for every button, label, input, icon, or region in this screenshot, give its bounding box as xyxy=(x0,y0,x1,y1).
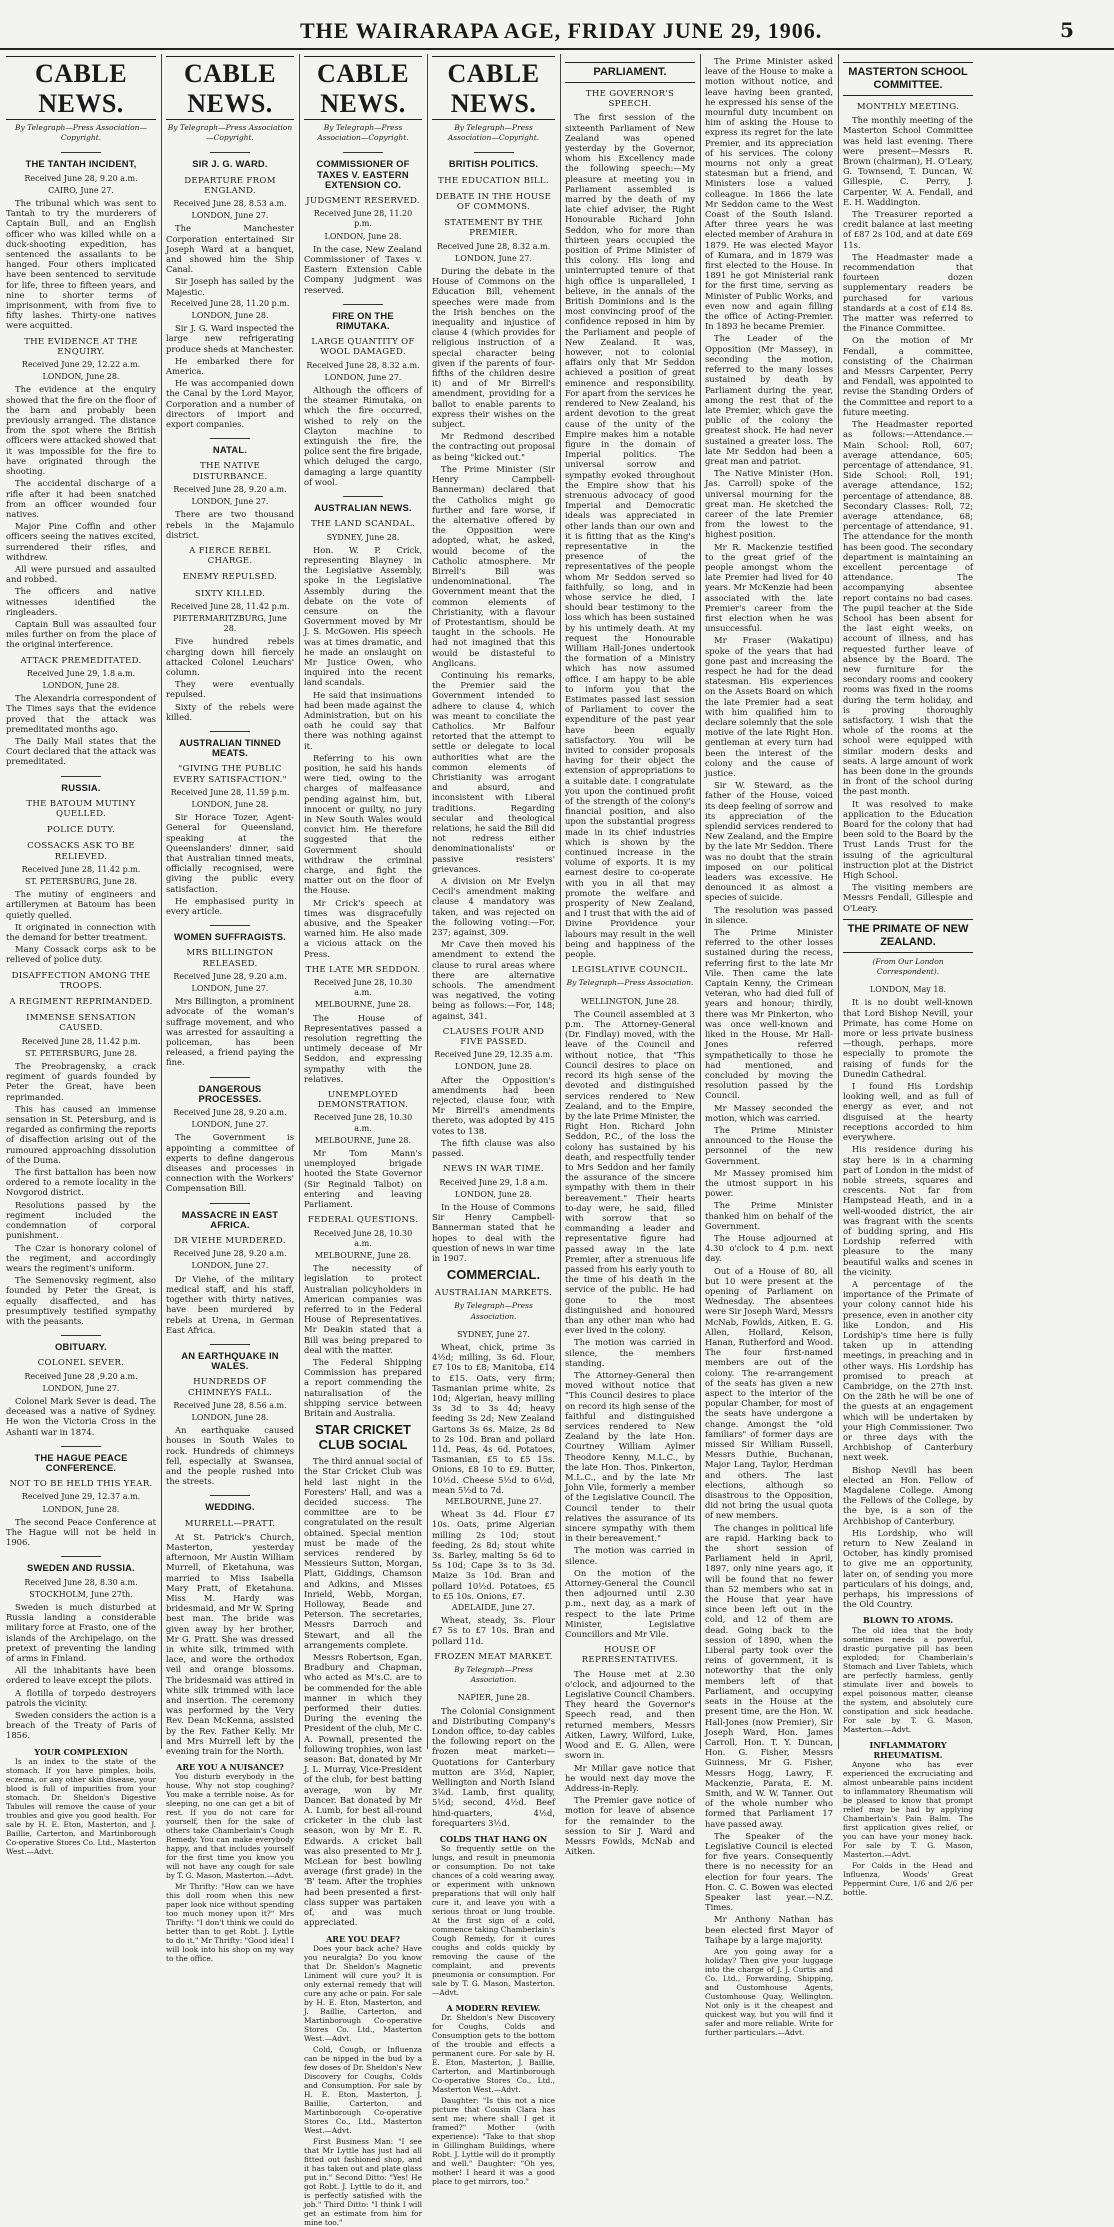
column-divider xyxy=(700,54,701,1749)
subheading: A FIERCE REBEL CHARGE. xyxy=(189,545,271,567)
advert-heading: INFLAMMATORY RHEUMATISM. xyxy=(869,1739,947,1760)
dateline: ST. PETERSBURG, June 28. xyxy=(25,1048,137,1058)
article-text: The motion was carried in silence. xyxy=(565,1545,695,1566)
credit-line: By Telegraph—Press Association—Copyright. xyxy=(167,123,293,143)
dateline: LONDON, June 28. xyxy=(455,1189,532,1199)
subheading: IMMENSE SENSATION CAUSED. xyxy=(26,1013,136,1034)
advert-text: The old idea that the body sometimes needs a powerful, drastic purgative pill has been exploded; for Chamberlain's Stomach and Liver Tablets, which are perfectly harmless, gently stimulate liver and bowels to expel poisonous matter, cleanse the system, and absolutely cure constipation and sick headache. For sale by T. G. Mason, Masterton.—Advt. xyxy=(843,1625,973,1734)
subheading: UNEMPLOYED DEMONSTRATION. xyxy=(317,1090,409,1111)
subheading: MONTHLY MEETING. xyxy=(856,102,960,112)
advert-heading: A MODERN REVIEW. xyxy=(446,2003,541,2014)
advert-text: Dr. Sheldon's New Discovery for Coughs, Colds and Consumption gets to the bottom of the trouble and effects a permanent cure. For sale by H. E. Eton, Masterton, J. Baillie, Carterton, and Martinborough Co-operative Stores Co., Ltd., Masterton West.—Advt. xyxy=(432,2013,555,2095)
dateline: CAIRO, June 27. xyxy=(48,185,114,195)
article-text: Dr Viehe, of the military medical staff, and his staff, together with thirty natives, have been murdered by rebels at Urena, in German East Africa. xyxy=(166,1273,294,1335)
article-heading: MASSACRE IN EAST AFRICA. xyxy=(166,1203,294,1230)
article-text: His Lordship, who will return to New Zealand in October, has kindly promised to give me an opportunity, later on, of sending you more particulars of his doings, and, perhaps, his impressions of the Old Country. xyxy=(843,1527,973,1610)
article-heading: WOMEN SUFFRAGISTS. xyxy=(166,925,294,942)
article-heading: SWEDEN AND RUSSIA. xyxy=(6,1556,156,1573)
advert-text: Cold, Cough, or Influenza can be nipped in the bud by a few doses of Dr. Sheldon's New Discovery for Coughs, Colds and Consumption. For sale by H. E. Eton, Masterton, J. Baillie, Carterton, and Martinborough Co-operative Stores Co., Ltd., Masterton West.—Advt. xyxy=(304,2044,422,2135)
advert-text: Mr Thrifty: "How can we have this doll room when this new paper look nice without spending too much money upon it?" Mrs Thrifty: "I don't think we could do better than to get Robt. J. Lyttle to do it." Mr Thrifty: "Good idea! I will look into his shop on my way to the office. xyxy=(166,1882,294,1964)
article-text: In the House of Commons Sir Henry Campbell-Bannerman stated that he hopes to deal with the question of news in war time in 1907. xyxy=(432,1201,555,1263)
article-text: It originated in connection with the demand for better treatment. xyxy=(6,921,156,943)
article-heading: THE PRIMATE OF NEW ZEALAND. xyxy=(843,919,973,953)
article-text: Wheat, chick, prime 3s 4½d; milling, 3s 6d. Flour, £7 10s to £8; Manitoba, £14 to £15. Oats, very firm; Tasmanian prime white, 2s 10d; Algerian, heavy milling 3s 3d to 3s 4d; heavy feeding 3s 2d; New Zealand Gartons 3s 6s. Maize, 2s 8d to 2s 10d. Bran and pollard 11d. Peas, 4s 6d. Potatoes, Tasmanian, £5 to £5 15s. Onions, £8 10 to £9. Butter, 10½d. Cheese 5½d to 6½d, mean 5½d to 7d. xyxy=(432,1341,555,1495)
article-text: The changes in political life are rapid. Harking back to the short session of Parliament held in April, 1897, only nine years ago, it will be found that no fewer than 52 members who sat in the House that year have since been left out in the cold, and 12 of them are dead. Going back to the session of 1890, when the Liberal party took over the reins of government, it is noteworthy that the only members left of that Parliament, and occupying seats in the House at the present time, are the Hon. W. Hall-Jones (now Premier), Sir Joseph Ward, Hon. James Carroll, Hon. T. Y. Duncan, Hon. G. Fisher, Messrs Guinness, Mr G. Fisher, Messrs Hogg, Lawry, F. Mackenzie, Parata, E. M. Smith, and W. W. Tanner. Out of the whole number who formed that Parliament 17 have passed away. xyxy=(705,1522,833,1829)
article-text: It is no doubt well-known that Lord Bishop Nevill, your Primate, has come Home on more or less private business—though, perhaps, more especially to promote the raising of funds for the Dunedin Cathedral. xyxy=(843,997,973,1079)
article-heading: AUSTRALIAN NEWS. xyxy=(304,496,422,513)
advert-heading: COLDS THAT HANG ON xyxy=(439,1834,548,1845)
dateline: LONDON, June 28. xyxy=(42,1504,120,1514)
dateline: Received June 28 ,9.20 a.m. xyxy=(24,1371,138,1381)
article-text: The first battalion has been now ordered to a remote locality in the Novgorod district. xyxy=(6,1167,156,1198)
article-heading: OBITUARY. xyxy=(6,1335,156,1352)
dateline: LONDON, June 28. xyxy=(191,799,269,809)
advert-text: Anyone who has ever experienced the excruciating and almost unbearable pains incident to inflammatory Rheumatism will be pleased to know that prompt relief may be had by applying Chamberlain's Pain Balm. The first application gives relief, or you can have your money back. For sale by T. G. Mason, Masterton.—Advt. xyxy=(843,1760,973,1860)
article-heading: COMMERCIAL. xyxy=(446,1267,541,1283)
dateline: Received June 28, 9.20 a.m. xyxy=(24,173,138,183)
article-text: There are two thousand rebels in the Majamulo district. xyxy=(166,509,294,540)
article-text: He embarked there for America. xyxy=(166,355,294,377)
article-text: The visiting members are Messrs Fendall, Gillespie and O'Leary. xyxy=(843,882,973,913)
dateline: LONDON, June 27. xyxy=(191,497,269,507)
advert-text: Daughter: "Is this not a nice picture that Cousin Clara has sent me; where shall I get it framed?" Mother (with experience): "Take to that shop in Gillingham Buildings, where Robt. J. Lyttle will do it promptly and well." Daughter: "Oh yes, mother! I heard it was a good place to get mirrors, too." xyxy=(432,2096,555,2187)
dateline: LONDON, June 27. xyxy=(324,372,402,382)
subheading: THE EVIDENCE AT THE ENQUIRY. xyxy=(24,336,138,357)
dateline: Received June 28, 8.32 a.m. xyxy=(306,360,420,370)
article-heading: AN EARTHQUAKE IN WALES. xyxy=(166,1344,294,1371)
subheading: COLONEL SEVER. xyxy=(37,1358,125,1369)
article-text: Although the officers of the steamer Rimutaka, on which the fire occurred, wished to rely on the Clayton machine to extinguish the fire, the police sent the fire brigade, which deluged the cargo, damaging a large quantity of wool. xyxy=(304,385,422,487)
subheading: STATEMENT BY THE PREMIER. xyxy=(444,218,543,239)
article-heading: COMMISSIONER OF TAXES V. EASTERN EXTENSION CO. xyxy=(304,152,422,190)
article-text: The Speaker of the Legislative Council is elected for five years. Consequently there is no necessity for an election for four years. The Hon. C. C. Bowen was elected Speaker last year.—N.Z. Times. xyxy=(705,1830,833,1913)
subheading: HOUSE OF REPRESENTATIVES. xyxy=(581,1645,679,1666)
dateline: Received June 28, 8.56 a.m. xyxy=(173,1400,287,1410)
section-header: CABLE NEWS. xyxy=(304,56,422,120)
article-text: He was accompanied down the Canal by the Lord Mayor, Corporation and a number of directors of import and export companies. xyxy=(166,378,294,430)
subheading: COSSACKS ASK TO BE RELIEVED. xyxy=(27,841,135,862)
subheading: DISAFFECTION AMONG THE TROOPS. xyxy=(11,970,151,991)
subheading: THE LAND SCANDAL. xyxy=(310,519,416,530)
article-text: Mr Massey seconded the motion, which was carried. xyxy=(705,1102,833,1123)
section-header: PARLIAMENT. xyxy=(565,62,695,83)
article-text: The House met at 2.30 o'clock, and adjourned to the Legislative Council Chambers. They heard the Governor's Speech read, and then returned members, Messrs Aitken, Lawry, Wilford, Luke, Wood and E. G. Allen, were sworn in. xyxy=(565,1668,695,1761)
dateline: Received June 28, 11.20 p.m. xyxy=(313,209,413,229)
dateline: LONDON, June 28. xyxy=(42,680,120,690)
article-text: The Preobragensky, a crack regiment of guards founded by Peter the Great, have been reprimanded. xyxy=(6,1061,156,1102)
subheading: POLICE DUTY. xyxy=(46,825,116,836)
dateline: Received June 28, 9.20 a.m. xyxy=(173,1249,287,1259)
dateline: PIETERMARITZBURG, June 28. xyxy=(173,613,287,634)
article-text: The mutiny of engineers and artillerymen at Batoum has been quietly quelled. xyxy=(6,889,156,920)
article-text: The Premier gave notice of motion for leave of absence for the remainder to the session to Sir J. Ward and Messrs Fowlds, McNab and Aitken. xyxy=(565,1795,695,1857)
article-text: Captain Bull was assaulted four miles further on from the place of the original interference. xyxy=(6,618,156,650)
column-divider xyxy=(838,54,839,1749)
subheading: DEBATE IN THE HOUSE OF COMMONS. xyxy=(435,191,552,213)
article-text: This has caused an immense sensation in St. Petersburg, and is regarded as confirming the reports of disaffection arising out of the rumoured approaching dissolution of the Duma. xyxy=(6,1103,156,1165)
advert-heading: ARE YOU DEAF? xyxy=(326,1933,400,1944)
article-text: A percentage of the importance of the Primate of your colony cannot hide his presence, even in another city like London, and His Lordship's time here is fully taken up in attending meetings, in preaching and in other ways. His Lordship has promised to preach at Cambridge, on the 27th inst. On the 28th he will be one of the guests at an engagement which will be undertaken by your High Commissioner. Two or three days with the Archbishop of Canterbury next week. xyxy=(843,1278,973,1463)
article-text: The Prime Minister thanked him on behalf of the Government. xyxy=(705,1200,833,1231)
article-text: The Government is appointing a committee of experts to define dangerous diseases and processes in connection with the Workers' Compensation Bill. xyxy=(166,1132,294,1194)
article-heading: DANGEROUS PROCESSES. xyxy=(166,1077,294,1104)
subheading: NEWS IN WAR TIME. xyxy=(443,1164,544,1175)
credit-line: By Telegraph—Press Association—Copyright. xyxy=(447,123,540,143)
advert-text: You disturb everybody in the house. Why not stop coughing? You make a terrible noise. As for sleeping, no one can get a bit of rest. If you do not care for yourself, then for the sake of others take Chamberlain's Cough Remedy. You can make everybody happy, and that includes yourself for the first time you know you will not have any cough for sale by T. G. Mason, Masterton.—Advt. xyxy=(166,1772,294,1881)
article-heading: THE TANTAH INCIDENT, xyxy=(6,152,156,169)
dateline: LONDON, June 28. xyxy=(455,1062,532,1072)
article-text: The tribunal which was sent to Tantah to try the murderers of Captain Bull, and an English officer who was killed while on a duck-shooting expedition, has sentenced the assailants to be hanged. Four others implicated have been sentenced to servitude for life, three to fifteen years, and nine to shorter terms of imprisonment, with from five to fifty lashes. Thirty-one natives were acquitted. xyxy=(6,198,156,331)
article-text: The Council assembled at 3 p.m. The Attorney-General (Dr. Findlay) moved, with the leave of the Council and without notice, that "This Council desires to place on record its high sense of the devoted and distinguished services rendered to New Zealand, and to the Empire, by the late Prime Minister, the Right Hon. Richard John Seddon, P.C., of the loss the colony has sustained by his death, and respectfully tender to Mrs Seddon and her family the assurance of the sincere sympathy with them in their bereavement." Their hearts to-day were, he said, filled with sorrow that so commanding a leader and representative figure had passed away in the late Premier, after a strenuous life passed from his early youth to the time of his death in the service of the public. He had gone to the most distinguished and honoured than any other man who had ever lived in the colony. xyxy=(565,1008,695,1336)
article-text: A division on Mr Evelyn Cecil's amendment making clause 4 mandatory was taken, and was rejected on the following voting:—For, 237; against, 309. xyxy=(432,876,555,938)
article-text: The motion was carried in silence, the members standing. xyxy=(565,1337,695,1368)
subheading: LEGISLATIVE COUNCIL. xyxy=(571,965,689,976)
dateline: MELBOURNE, June 28. xyxy=(314,1250,412,1260)
article-heading: MASTERTON SCHOOL COMMITTEE. xyxy=(843,62,973,96)
article-text: The necessity of legislation to protect Australian policyholders in American companies was referred to in the Federal House of Representatives. Mr Deakin stated that a Bill was being prepared to deal with the matter. xyxy=(304,1263,422,1355)
dateline: Received June 29, 1.8 a.m. xyxy=(439,1177,548,1187)
subheading: "GIVING THE PUBLIC EVERY SATISFACTION." xyxy=(173,764,287,785)
dateline: Received June 28, 11.42 p.m. xyxy=(170,601,290,611)
article-text: An earthquake caused houses in South Wales to rock. Hundreds of chimneys fell, especially at Swansea, and the people rushed into the streets. xyxy=(166,1425,294,1487)
article-text: Mr Cave then moved his amendment to extend the clause to rural areas where there are alternative schools. The amendment was negatived, the voting being as follows:—For, 148; against, 341. xyxy=(432,939,555,1021)
column-4 xyxy=(432,56,555,2187)
dateline: Received June 28, 11.59 p.m. xyxy=(170,787,290,797)
dateline: LONDON, June 28. xyxy=(42,372,120,382)
dateline: LONDON, June 27. xyxy=(455,253,532,263)
subheading: THE BATOUM MUTINY QUELLED. xyxy=(26,798,136,819)
article-text: The Leader of the Opposition (Mr Massey), in seconding the motion, referred to the many losses sustained by death by Parliament during the year, among the rest that of the late Premier, which gave the public of the colony the greatest shock. He had never sustained a greater loss. The late Mr Seddon had been a great man and patriot. xyxy=(705,333,833,466)
article-text: Mr Crick's speech at times was disgracefully abusive, and the Speaker warned him. He also made a vicious attack on the Press. xyxy=(304,897,422,959)
article-text: Five hundred rebels charging down hill fiercely attacked Colonel Leuchars' column. xyxy=(166,636,294,677)
dateline: Received June 29, 12.37 a.m. xyxy=(21,1492,141,1502)
article-text: The Headmaster made a recommendation that fourteen dozen supplementary readers be purchased for various standards at a cost of £14 8s. The matter was referred to the Finance Committee. xyxy=(843,251,973,334)
dateline: Received June 28, 11.42 p.m. xyxy=(21,1036,141,1046)
advert-text: Does your back ache? Have you neuralgia? Do you know that Dr. Sheldon's Magnetic Liniment will cure you? It is only external remedy that will cure any ache or pain. For sale by H. E. Eton, Masterton, and J. Baillie, Carterton, and Martinborough Co-operative Stores Co. Ltd., Masterton West.—Advt. xyxy=(304,1943,422,2043)
article-text: The Native Minister (Hon. Jas. Carroll) spoke of the universal mourning for the great man. He sketched the career of the late Premier from the lowest to the highest position. xyxy=(705,468,833,540)
dateline: SYDNEY, June 28. xyxy=(326,532,400,542)
dateline: Received June 28, 8.30 a.m. xyxy=(24,1577,138,1587)
article-text: He emphasised purity in every article. xyxy=(166,895,294,916)
article-text: Hon. W. P. Crick, representing Blayney in the Legislative Assembly, spoke in the Legislative Assembly during the debate on the vote of censure on the Government moved by Mr J. S. McGowen. His speech was at times dramatic, and he made an onslaught on Mr Justice Owen, who inquired into the recent land scandals. xyxy=(304,544,422,688)
credit-line: By Telegraph—Press Association—Copyright. xyxy=(15,123,147,143)
article-text: Sixty of the rebels were killed. xyxy=(166,701,294,722)
column-1 xyxy=(6,56,157,1856)
subheading: THE EDUCATION BILL. xyxy=(438,175,549,186)
column-2 xyxy=(166,56,294,1964)
article-heading: STAR CRICKET CLUB SOCIAL xyxy=(315,1422,411,1453)
article-text: I found His Lordship looking well, and as full of energy as ever, and not disguised at the hearty receptions accorded to him everywhere. xyxy=(843,1081,973,1143)
article-text: Sir Horace Tozer, Agent-General for Queensland, speaking at the Queenslanders' dinner, said that Australian tinned meats, officially recognised, were giving the public every satisfaction. xyxy=(166,812,294,894)
article-text: Mr Anthony Nathan has been elected first Mayor of Taihape by a large majority. xyxy=(705,1914,833,1945)
article-text: Referring to his own position, he said his hands were tied, owing to the charges of malfeasance pending against him, but, innocent or guilty, no jury in New South Wales would convict him. He therefore suggested that the Government should withdraw the criminal charge, and fight the matter out on the floor of the House. xyxy=(304,752,422,896)
article-text: Out of a House of 80, all but 10 were present at the opening of Parliament on Wednesday. The absentees were Sir Joseph Ward, Messrs McNab, Fowlds, Aitken, E. G. Allen, Hollard, Kelson, Hanan, Rutherford and Wood. The four first-named members are out of the colony. The re-arrangement of the seats has given a new aspect to the interior of the popular Chamber, for most of the seats have undergone a change. Amongst the "old familiars" of former days are missed Sir William Russell, Messrs Duthie, Buchanan, Major Lang, Taylor, Herdman and others. The last elections, although so disastrous to the Opposition, did not bring the usual quota of new members. xyxy=(705,1265,833,1521)
article-text: Mrs Billington, a prominent advocate of the woman's suffrage movement, and who was arrested for assaulting a policeman, has been released, a friend paying the fine. xyxy=(166,996,294,1068)
dateline: Received June 29, 12.22 a.m. xyxy=(21,360,141,370)
dateline: LONDON, June 27. xyxy=(42,1383,120,1393)
article-heading: THE HAGUE PEACE CONFERENCE. xyxy=(6,1446,156,1473)
subheading: A REGIMENT REPRIMANDED. xyxy=(9,997,153,1008)
article-text: Mr Fraser (Wakatipu) spoke of the years that had gone past and increasing the respect he had for the dead statesman. His experiences on the Assets Board on which the late Premier had a seat with him qualified him to declare solemnly that the sole motive of the late Right Hon. gentleman at every turn had been the interest of the colony and the cause of justice. xyxy=(705,635,833,779)
article-text: The Prime Minister asked leave of the House to make a motion without notice, and leave having been granted, he expressed his sense of the mournful duty incumbent on him of asking the House to express its regret for the late Premier, and its appreciation of his services. The colony mourns not only a great statesman but a friend, and Ministers lose a valued colleague. In 1866 the late Mr Seddon came to the West Coast of the South Island. After three years he was elected member of Arahura in 1879. He was elected Mayor of Kumara, and in 1879 was first elected to the House. In 1891 he got Ministerial rank for the first time, serving as Minister of Public Works, and even now and again filling the office of Acting-Premier. In 1893 he became Premier. xyxy=(705,56,833,332)
masthead-rule xyxy=(0,48,1114,50)
dateline: MELBOURNE, June 27. xyxy=(445,1496,542,1506)
credit-line: (From Our London Correspondent). xyxy=(872,956,944,977)
dateline: Received June 28, 9.20 a.m. xyxy=(173,1108,287,1118)
article-text: Many Cossack corps ask to be relieved of police duty. xyxy=(6,944,156,965)
advert-heading: BLOWN TO ATOMS. xyxy=(863,1615,953,1626)
article-text: The resolution was passed in silence. xyxy=(705,904,833,925)
article-text: Sweden considers the action is a breach of the Treaty of Paris of 1856. xyxy=(6,1710,156,1741)
dateline: Received June 28, 10.30 a.m. xyxy=(313,1113,413,1133)
article-text: Sir J. G. Ward inspected the large new refrigerating produce sheds at Manchester. xyxy=(166,323,294,354)
article-heading: RUSSIA. xyxy=(6,776,156,793)
credit-line: By Telegraph—Press Association—Copyright. xyxy=(317,123,409,143)
page-number: 5 xyxy=(1060,18,1074,42)
subheading: AUSTRALIAN MARKETS. xyxy=(434,1288,553,1299)
article-heading: AUSTRALIAN TINNED MEATS. xyxy=(166,731,294,758)
article-text: He said that insinuations had been made against the Administration, but on his oath he could say that there was nothing against it. xyxy=(304,689,422,751)
article-text: The officers and native witnesses identified the ringleaders. xyxy=(6,586,156,617)
column-5 xyxy=(565,56,695,1857)
article-text: Continuing his remarks, the Premier said the Government intended to adhere to clause 4, which was meant to conciliate the Catholics. Mr Balfour retorted that the attempt to settle or delegate to local authorities what are the common elements of Christianity was arrogant and absurd, and inconsistent with Liberal traditions. Regarding secular and theological relations, he said the Bill did not redress either denominationalists' or passive resisters' grievances. xyxy=(432,669,555,874)
subheading: NOT TO BE HELD THIS YEAR. xyxy=(9,1479,153,1490)
article-text: The Semenovsky regiment, also founded by Peter the Great, is equally disaffected, and has presumptively testified sympathy with the peasants. xyxy=(6,1275,156,1326)
article-text: After the Opposition's amendments had been rejected, clause four, with Mr Birrell's amendments thereto, was adopted by 415 votes to 138. xyxy=(432,1074,555,1136)
advert-text: So frequently settle on the lungs, and result in pneumonia or consumption. Do not take chances of a cold wearing away, or experiment with unknown preparations that will only half cure it, and leave you with a serious throat or lung trouble. At the first sign of a cold, commence taking Chamberlain's Cough Remedy, for it cures coughs and colds quickly by removing the cause of the complaint, and prevents pneumonia or consumption. For sale by T. G. Mason, Masterton.—Advt. xyxy=(432,1844,555,1998)
dateline: Received June 28, 11.20 p.m. xyxy=(170,298,290,308)
advert-heading: ARE YOU A NUISANCE? xyxy=(176,1762,284,1773)
subheading: MRS BILLINGTON RELEASED. xyxy=(186,948,274,969)
article-text: At St. Patrick's Church, Masterton, yesterday afternoon, Mr Austin William Murrell, of Eketahuna, was married to Miss Isabella Mary Pratt, of Eketahuna. Miss M. Hardy was bridesmaid, and Mr W. Spring best man. The bride was given away by her brother, Mr G. Pratt. She was dressed in white silk, trimmed with lace, and wore the orthodox veil and orange blossoms. The bridesmaid was attired in white silk trimmed with lace and insertion. The ceremony was performed by the Very Rev. Dean McKenna, assisted by the Rev. Father Kelly. Mr and Mrs Murrell left by the evening train for the North. xyxy=(166,1531,294,1757)
newspaper-title: THE WAIRARAPA AGE, FRIDAY JUNE 29, 1906. xyxy=(300,18,823,43)
article-text: The House of Representatives passed a resolution regretting the untimely decease of Mr Seddon, and expressing sympathy with the relatives. xyxy=(304,1012,422,1084)
article-text: During the debate in the House of Commons on the Education Bill, vehement speeches were made from the Irish benches on the inequality and injustice of clause 4 (which provides for religious instruction of a special character being given if the parents of four-fifths of the children desire it) and of Mr Birrell's amendment, providing for a ballot to enable parents to express their wishes on the subject. xyxy=(432,266,555,430)
article-text: They were eventually repulsed. xyxy=(166,679,294,700)
article-text: In the case, New Zealand Commissioner of Taxes v. Eastern Extension Cable Company judgment was reserved. xyxy=(304,243,422,295)
article-heading: SIR J. G. WARD. xyxy=(166,152,294,169)
dateline: STOCKHOLM, June 27th. xyxy=(29,1589,133,1599)
section-header: CABLE NEWS. xyxy=(166,56,294,120)
dateline: LONDON, June 27. xyxy=(191,984,269,994)
dateline: MELBOURNE, June 28. xyxy=(314,1000,412,1010)
article-heading: FIRE ON THE RIMUTAKA. xyxy=(304,304,422,331)
subheading: DR VIEHE MURDERED. xyxy=(174,1236,286,1247)
subheading: ENEMY REPULSED. xyxy=(182,572,278,583)
subheading: DEPARTURE FROM ENGLAND. xyxy=(184,175,276,196)
article-text: The Headmaster reported as follows:—Attendance.—Main School: Roll, 607; average attendance, 605; percentage of attendance, 91. Side School: Roll, 191; average attendance, 152; percentage of attendance, 88. Secondary Classes: Roll, 72; average attendance, 68; percentage of attendance, 91. The attendance for the month has been good. The secondary department is maintaining an excellent percentage of attendance. The accompanying absentee report contains no bad cases. The pupil teacher at the Side School has been absent for the last eight weeks, on account of illness, and has requested further leave of absence by the Board. The new furniture for the secondary rooms and cookery rooms was fixed in the rooms during the term holiday, and is proving thoroughly satisfactory. I wish that the whole of the rooms at the school were equipped with similar modern desks and seats. A large amount of work has been done in the grounds in front of the school during the past month. xyxy=(843,419,973,797)
article-text: Mr Redmond described the contracting out proposal as being "kicked out." xyxy=(432,431,555,462)
article-text: Mr R. Mackenzie testified to the great grief of the people amongst whom the late Premier had lived for 40 years. Mr McKenzie had been associated with the late Premier's career from the first election when he was unsuccessful. xyxy=(705,541,833,634)
article-text: The Manchester Corporation entertained Sir Joseph Ward at a banquet, and showed him the Ship Canal. xyxy=(166,223,294,275)
article-text: Mr Massey promised him the utmost support in his power. xyxy=(705,1167,833,1199)
article-text: The Prime Minister (Sir Henry Campbell-Bannerman) declared that the Catholics might go further and fare worse, if the alternative offered by the Opposition were adopted, what, he asked, would become of the Catholic atmosphere. Mr Birrell's Bill was undenominational. The Government meant that the common elements of Christianity, with a flavour of Protestantism, should be taught in the schools. He had not imagined that this would be distasteful to Anglicans. xyxy=(432,463,555,668)
column-divider xyxy=(560,54,561,1749)
article-text: The Prime Minister referred to the other losses sustained during the recess, referring first to the late Mr Vile. Then came the late Captain Kenny, the Crimean veteran, who had died full of years and honour; thirdly, there was Mr Pinkerton, who was once well-known and liked in the House. Mr Hall-Jones referred sympathetically to those he had mentioned, and concluded by moving the resolution passed by the Council. xyxy=(705,927,833,1101)
dateline: LONDON, June 28. xyxy=(324,231,402,241)
advert-text: For Colds in the Head and Influenza, Woods' Great Peppermint Cure, 1/6 and 2/6 per bottle. xyxy=(843,1861,973,1898)
article-text: The House adjourned at 4.30 o'clock to 4 p.m. next day. xyxy=(705,1232,833,1264)
subheading: FROZEN MEAT MARKET. xyxy=(434,1651,553,1662)
subheading: THE LATE MR SEDDON. xyxy=(305,964,421,975)
column-7 xyxy=(843,56,973,1898)
article-text: Wheat, steady, 3s. Flour £7 5s to £7 10s. Bran and pollard 11d. xyxy=(432,1615,555,1646)
dateline: LONDON, June 27. xyxy=(191,1120,269,1130)
article-text: It was resolved to make application to the Education Board for the colony that had been sold to the Board by the Trust Lands Trust for the issuing of the agricultural instruction plot at the District High School. xyxy=(843,798,973,881)
article-text: Messrs Robertson, Egan, Bradbury and Chapman, who acted as M's.C. are to be commended for the able manner in which they performed their duties. During the evening the President of the club, Mr C. A. Pownall, presented the following trophies, won last season: Bat, donated by Mr J. L. Murray, Vice-President of the club, for best batting average, won by Mr Dancer. Bat donated by Mr A. Lumb, for best all-round cricketer in the club last season, won by Mr E. R. Edwards. A cricket ball was also presented to Mr J. McLean for best bowling average (first grade) in the 'B' team. After the trophies had been presented a first-class supper was partaken of, and was much appreciated. xyxy=(304,1652,422,1928)
article-text: The Colonial Consignment and Distributing Company's London office, to-day cables the following report on the frozen meat market:—Quotations for Canterbury mutton are 3½d, Napier, Wellington and North Island 3⅛d. Lamb, first quality, 5½d; second, 4½d. Beef hind-quarters, 4½d, forequarters 3½d. xyxy=(432,1705,555,1828)
subheading: FEDERAL QUESTIONS. xyxy=(307,1215,419,1226)
article-text: The evidence at the enquiry showed that the fire on the floor of the barn and probably been previously arranged. The distance from the spot where the British officers were attacked showed that it was impossible for the fire to have originated through the shooting. xyxy=(6,384,156,477)
article-text: Bishop Nevill has been elected an Hon. Fellow of Magdalene College. Among the Fellows of the College, by the bye, is a son of the Archbishop of Canterbury. xyxy=(843,1464,973,1526)
article-text: The Attorney-General then moved without notice that "This Council desires to place on record its high sense of the faithful and distinguished services rendered to New Zealand by the late Hon. Courtney William Aylmer Theodore Kenny, M.L.C., by the late Hon. Thos. Pinkerton, M.L.C., and by the late Mr John Vile, formerly a member of the Legislative Council. The Council tender to their relatives the assurance of its sincere sympathy with them in their bereavement." xyxy=(565,1369,695,1544)
article-text: The Alexandria correspondent of The Times says that the evidence proved that the attack was premeditated months ago. xyxy=(6,693,156,734)
dateline: LONDON, May 18. xyxy=(869,985,947,995)
dateline: Received June 28, 8.32 a.m. xyxy=(436,241,551,251)
article-text: A flotilla of torpedo destroyers patrols the vicinity. xyxy=(6,1687,156,1708)
subheading: ATTACK PREMEDITATED. xyxy=(20,655,142,666)
article-text: The fifth clause was also passed. xyxy=(432,1137,555,1159)
subheading: THE NATIVE DISTURBANCE. xyxy=(192,461,268,482)
subheading: CLAUSES FOUR AND FIVE PASSED. xyxy=(442,1026,545,1048)
article-text: Colonel Mark Sever is dead. The deceased was a native of Sydney. He won the Victoria Cross in the Ashanti war in 1874. xyxy=(6,1395,156,1437)
article-text: Sir Joseph has sailed by the Majestic. xyxy=(166,276,294,297)
article-text: Resolutions passed by the regiment included the condemnation of corporal punishment. xyxy=(6,1199,156,1241)
advert-text: Is an index to the state of the stomach. If you have pimples, boils, eczema, or any other skin disease, your blood is full of impurities from your stomach. Dr. Sheldon's Digestive Tabules will remove the cause of your troubles and give you good health. For sale by H. E. Eton, Masterton, and J. Baillie, Carterton, and Martinborough Co-operative Stores Co. Ltd., Masterton West.—Advt. xyxy=(6,1756,157,1856)
column-divider xyxy=(161,54,162,1749)
article-text: The Treasurer reported a credit balance at last meeting of £87 2s 10d, and at date £69 11s. xyxy=(843,209,973,250)
article-text: The Daily Mail states that the Court declared that the attack was premeditated. xyxy=(6,735,156,767)
article-text: The Prime Minister announced to the House the personnel of the new Government. xyxy=(705,1124,833,1166)
article-text: Wheat 3s 4d. Flour £7 10s. Oats, prime Algerian milling 2s 10d; stout feeding, 2s 8d; stout white 3s. Barley, malting 5s 6d to 5s 10d; Cape 3s to 3s 3d. Maize 3s 10d. Bran and pollard 10½d. Potatoes, £5 to £5 10s. Onions, £7. xyxy=(432,1509,555,1601)
subheading: JUDGMENT RESERVED. xyxy=(306,196,420,207)
credit-line: By Telegraph—Press Association. xyxy=(566,978,694,988)
article-text: The third annual social of the Star Cricket Club was held last night in the Foresters' Hall, and was a decided success. The committee are to be congratulated on the result obtained. Special mention must be made of the services rendered by Messieurs Sutton, Morgan, Platt, Giddings, Chamson and Adkins, and Misses Inrield, Webb, Morgan, Holloway, Beade and Peterson. The secretaries, Messrs Darroch and Stewart, and all the arrangements complete. xyxy=(304,1456,422,1650)
dateline: LONDON, June 27. xyxy=(191,211,269,221)
section-header: CABLE NEWS. xyxy=(6,56,156,120)
article-text: On the motion of Mr Fendall, a committee, consisting of the Chairman and Messrs Carpenter, Perry and Fendall, was appointed to revise the Standing Orders of the Committee and report to a future meeting. xyxy=(843,335,973,417)
article-text: Sir W. Steward, as the father of the House, voiced its deep feeling of sorrow and its appreciation of the splendid services rendered to New Zealand, and the Empire by the late Mr Seddon. There was no doubt that the strain imposed on our political leaders was excessive. He denounced it as almost a species of suicide. xyxy=(705,780,833,903)
subheading: LARGE QUANTITY OF WOOL DAMAGED. xyxy=(311,337,415,358)
dateline: ADELAIDE, June 27. xyxy=(451,1603,536,1613)
article-text: On the motion of the Attorney-General the Council then adjourned until 2.30 p.m., next day, as a mark of respect to the late Prime Minister, Legislative Councillors and Mr Vile. xyxy=(565,1567,695,1640)
dateline: LONDON, June 28. xyxy=(191,311,269,321)
section-header: CABLE NEWS. xyxy=(432,56,555,120)
article-text: The Czar is honorary colonel of the regiment, and accordingly wears the regiment's uniform. xyxy=(6,1242,156,1273)
dateline: Received June 28, 10.30 a.m. xyxy=(313,1228,413,1248)
article-text: The first session of the sixteenth Parliament of New Zealand was opened yesterday by the Governor, whom his Excellency made the following speech:—My pleasure at meeting you in Parliament assembled is marred by the death of my late chief adviser, the Right Honourable Richard John Seddon, who for more than thirteen years occupied the position of Prime Minister of this colony. His long and uninterrupted tenure of that high office is unparalleled, I believe, in the annals of the British Dominions and is the most convincing proof of the confidence reposed in him by the Parliament and people of New Zealand. It was, however, not to colonial affairs only that Mr Seddon achieved a position of great eminence and responsibility. For apart from the services he rendered to New Zealand, his ardent devotion to the great cause of the unity of the Empire makes him a notable figure in the domain of Imperial politics. The universal sorrow and sympathy evoked throughout the Empire show that his strenuous advocacy of good Imperial and Democratic ideals was appreciated in other lands than our own and it is fitting that as the King's representative in the presence of the representatives of the people whom Mr Seddon served so faithfully, so long, and in whose service he died, I should bear testimony to the loss which has been sustained by his untimely death. At my request the Honourable William Hall-Jones undertook the formation of a Ministry which has now assumed office. I am happy to be able to inform you that the Estimates passed last session of Parliament to cover the expenditure of the past year have been equally satisfactory. You will be invited to consider proposals having for their object the extension of appropriations to a suitable date. I congratulate you upon the continued profit of the strength of the colony's financial position, and also upon the substantial progress made in its chief industries which is shown by the continued increase in the volume of exports. It is my earnest desire to co-operate with you in all that may promote the welfare and prosperity of New Zealand, and I trust that with the aid of Divine Providence your labours may result in the well being and happiness of the people. xyxy=(565,112,695,960)
advert-text: Are you going away for a holiday? Then give your luggage into the charge of J. J. Curtis and Co. Ltd., Forwarding, Shipping, and Customhouse Agents, Customhouse Quay, Wellington. Not only is it the cheapest and quickest way, but you will find it safer and more reliable. Write for further particulars.—Advt. xyxy=(705,1946,833,2037)
dateline: ST. PETERSBURG, June 28. xyxy=(25,877,137,886)
dateline: LONDON, June 27. xyxy=(191,1261,269,1271)
dateline: WELLINGTON, June 28. xyxy=(580,996,680,1006)
article-text: The accidental discharge of a rifle after it had been snatched from an officer wounded four natives. xyxy=(6,478,156,519)
masthead xyxy=(0,0,1114,46)
article-text: The Federal Shipping Commission has prepared a report commending the naturalisation of the shipping service between Britain and Australia. xyxy=(304,1356,422,1418)
dateline: Received June 28, 9.20 a.m. xyxy=(173,484,287,494)
dateline: Received June 28, 9.20 a.m. xyxy=(173,971,287,981)
column-6 xyxy=(705,56,833,2037)
article-text: The second Peace Conference at The Hague will not be held in 1906. xyxy=(6,1516,156,1548)
advert-heading: YOUR COMPLEXION xyxy=(34,1746,128,1757)
dateline: Received June 29, 1.8 a.m. xyxy=(26,668,136,678)
dateline: SYDNEY, June 27. xyxy=(457,1329,530,1339)
subheading: HUNDREDS OF CHIMNEYS FALL. xyxy=(187,1377,273,1398)
dateline: MELBOURNE, June 28. xyxy=(314,1135,412,1145)
credit-line: By Telegraph—Press Association. xyxy=(454,1665,533,1685)
article-text: Mr Millar gave notice that he would next day move the Address-in-Reply. xyxy=(565,1762,695,1793)
subheading: MURRELL—PRATT. xyxy=(184,1518,276,1529)
advert-text: First Business Man: "I see that Mr Lyttle has just had all fitted out fashioned shop, and it has taken out and plate glass put in." Second Ditto: "Yes! He got Robt. J. Lyttle to do it, and is perfectly satisfied with the job." Third Ditto: "I think I will get an estimate from him for mine too." xyxy=(304,2136,422,2227)
subheading: THE GOVERNOR'S SPEECH. xyxy=(585,89,675,110)
article-heading: NATAL. xyxy=(166,438,294,455)
dateline: Received June 28, 8.53 a.m. xyxy=(173,199,287,209)
article-heading: BRITISH POLITICS. xyxy=(432,152,555,169)
dateline: Received June 28, 10.30 a.m. xyxy=(313,978,413,998)
column-3 xyxy=(304,56,422,2227)
article-text: All were pursued and assaulted and robbed. xyxy=(6,563,156,585)
article-text: His residence during his stay here is in a charming part of London in the midst of noble streets, squares and crescents. Not far from Hampstead Heath, and in a well-wooded district, the air was fragrant with the scents of budding spring, and His Lordship referred with pleasure to the many beautiful walks and scenes in the vicinity. xyxy=(843,1144,973,1277)
credit-line: By Telegraph—Press Association. xyxy=(454,1301,533,1321)
column-divider xyxy=(427,54,428,1749)
dateline: NAPIER, June 28. xyxy=(457,1693,530,1703)
article-text: All the inhabitants have been ordered to leave except the pilots. xyxy=(6,1665,156,1686)
article-text: The monthly meeting of the Masterton School Committee was held last evening. There were present—Messrs R. Brown (chairman), H. O'Leary, G. Townsend, T. Duncan, W. Gillespie, C. Perry, J. Carpenter, W. A. Fendall, and E. H. Waddington. xyxy=(843,115,973,207)
article-text: Major Pine Coffin and other officers seeing the natives excited, surrendered their rifles, and withdrew. xyxy=(6,521,156,562)
dateline: Received June 28, 11.42 p.m. xyxy=(21,864,141,874)
subheading: SIXTY KILLED. xyxy=(194,588,266,599)
dateline: Received June 29, 12.35 a.m. xyxy=(434,1050,553,1060)
column-divider xyxy=(299,54,300,1749)
dateline: LONDON, June 28. xyxy=(191,1412,269,1422)
article-text: Mr Tom Mann's unemployed brigade hooted the State Governor (Sir Reginald Talbot) on entering and leaving Parliament. xyxy=(304,1148,422,1210)
article-heading: WEDDING. xyxy=(166,1495,294,1512)
article-text: Sweden is much disturbed at Russia landing a considerable military force at Frasto, one of the islands of the Archipelago, on the pretext of preventing the landing of arms in Finland. xyxy=(6,1601,156,1663)
